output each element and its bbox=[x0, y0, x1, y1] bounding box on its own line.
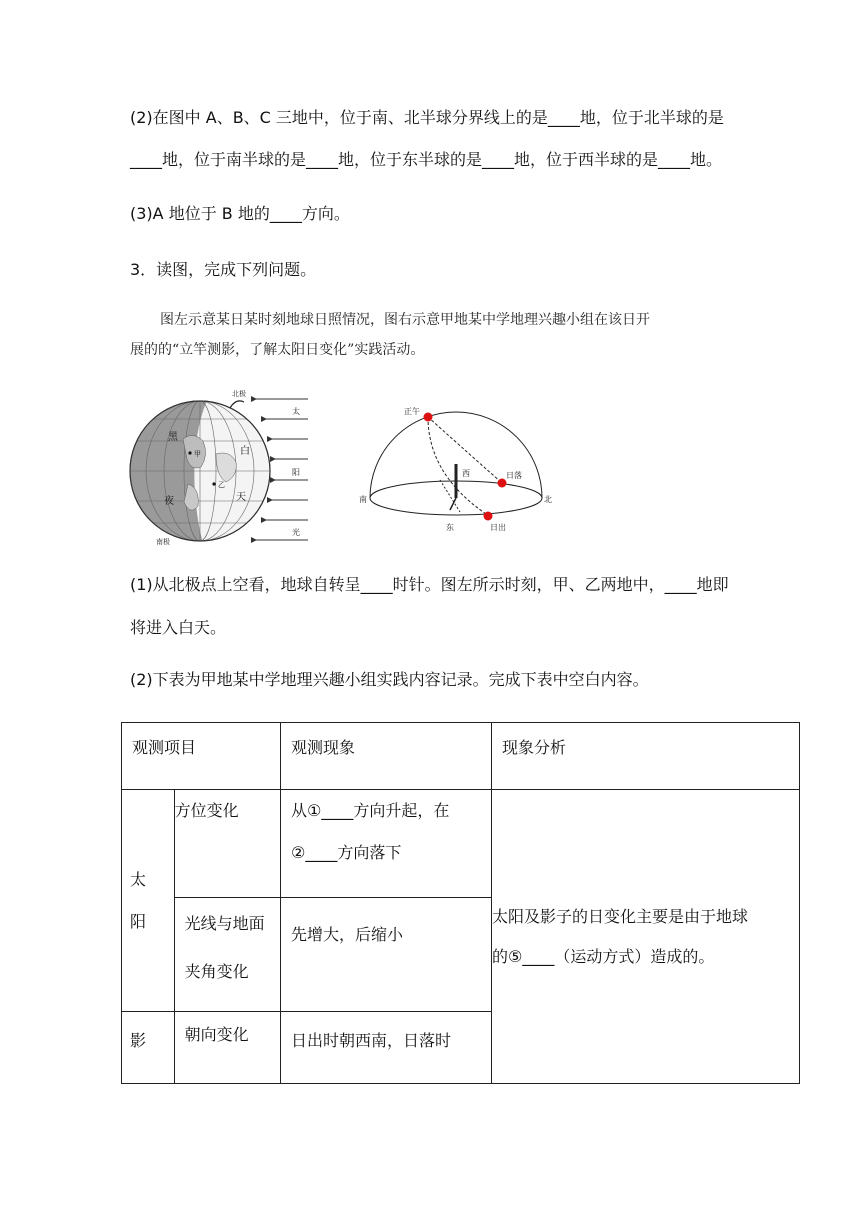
sunrise-label: 日出 bbox=[490, 523, 506, 532]
row2-item bbox=[174, 898, 280, 1012]
sun-path-dome bbox=[370, 412, 542, 515]
row2-item-line-2: 夹角变化 bbox=[184, 962, 249, 981]
intro-line-1: 图左示意某日某时刻地球日照情况，图右示意甲地某中学地理兴趣小组在该日开 bbox=[160, 312, 650, 328]
question-2-line-2: ____地，位于南半球的是____地，位于东半球的是____地，位于西半球的是____地。 bbox=[130, 150, 723, 169]
north-pole-label: 北极 bbox=[232, 390, 246, 398]
header-phenomenon: 观测现象 bbox=[281, 723, 492, 790]
row3-phenomenon: 日出时朝西南，日落时 bbox=[281, 1012, 492, 1084]
table-header-row bbox=[122, 723, 800, 790]
analysis-line-1: 太阳及影子的日变化主要是由于地球 bbox=[492, 906, 749, 926]
group-shadow-cell: 影 bbox=[122, 1012, 175, 1084]
header-analysis: 现象分析 bbox=[492, 723, 800, 790]
question-3-1-line-1: (1)从北极点上空看，地球自转呈____时针。图左所示时刻，甲、乙两地中，____地即 bbox=[130, 575, 729, 594]
sun-label-1: 太 bbox=[292, 407, 300, 416]
row1-phenomenon-line-1: 从①____方向升起，在 bbox=[291, 801, 450, 820]
analysis-line-2: 的⑤____（运动方式）造成的。 bbox=[492, 946, 715, 966]
analysis-cell bbox=[492, 790, 800, 1084]
noon-sun-dot bbox=[424, 413, 433, 422]
group-sun-char-2: 阳 bbox=[130, 911, 147, 931]
place-jia-label: 甲 bbox=[194, 450, 201, 458]
day-label-2: 天 bbox=[236, 492, 246, 503]
figure-intro bbox=[130, 305, 730, 365]
observation-record-table bbox=[121, 722, 800, 1084]
sunrise-sun-dot bbox=[484, 512, 493, 521]
row1-phenomenon bbox=[281, 790, 492, 898]
question-3-1-line-2: 将进入白天。 bbox=[130, 618, 227, 637]
sun-label-3: 光 bbox=[292, 528, 300, 537]
question-3-2: (2)下表为甲地某中学地理兴趣小组实践内容记录。完成下表中空白内容。 bbox=[130, 670, 649, 689]
sun-label-2: 阳 bbox=[292, 468, 300, 477]
header-item: 观测项目 bbox=[122, 723, 281, 790]
intro-line-2: 展的的“立竿测影，了解太阳日变化”实践活动。 bbox=[130, 342, 425, 358]
question-2-line-1: (2)在图中 A、B、C 三地中，位于南、北半球分界线上的是____地，位于北半球的是 bbox=[130, 108, 724, 127]
black-label: 黑 bbox=[168, 432, 178, 443]
globe bbox=[128, 384, 270, 550]
sunset-label: 日落 bbox=[506, 471, 522, 480]
day-label-1: 白 bbox=[240, 446, 250, 457]
question-3-subpart-3: (3)A 地位于 B 地的____方向。 bbox=[130, 204, 350, 223]
west-label: 西 bbox=[462, 469, 470, 478]
place-yi-label: 乙 bbox=[218, 481, 225, 489]
earth-and-sun-path-figure bbox=[128, 384, 558, 550]
row2-phenomenon: 先增大，后缩小 bbox=[281, 898, 492, 1012]
question-3-title: 3．读图，完成下列问题。 bbox=[130, 260, 317, 279]
north-label: 北 bbox=[544, 495, 552, 504]
south-pole-label: 南极 bbox=[156, 538, 170, 546]
group-sun-cell bbox=[122, 790, 175, 1012]
row1-item: 方位变化 bbox=[174, 790, 280, 898]
night-label: 夜 bbox=[164, 496, 174, 507]
row2-item-line-1: 光线与地面 bbox=[184, 914, 265, 933]
table-row bbox=[122, 790, 800, 898]
east-label: 东 bbox=[446, 523, 454, 532]
row1-phenomenon-line-2: ②____方向落下 bbox=[291, 843, 402, 862]
south-label: 南 bbox=[359, 495, 367, 504]
row3-item: 朝向变化 bbox=[174, 1012, 280, 1084]
noon-label: 正午 bbox=[404, 407, 420, 416]
group-sun-char-1: 太 bbox=[130, 869, 147, 889]
